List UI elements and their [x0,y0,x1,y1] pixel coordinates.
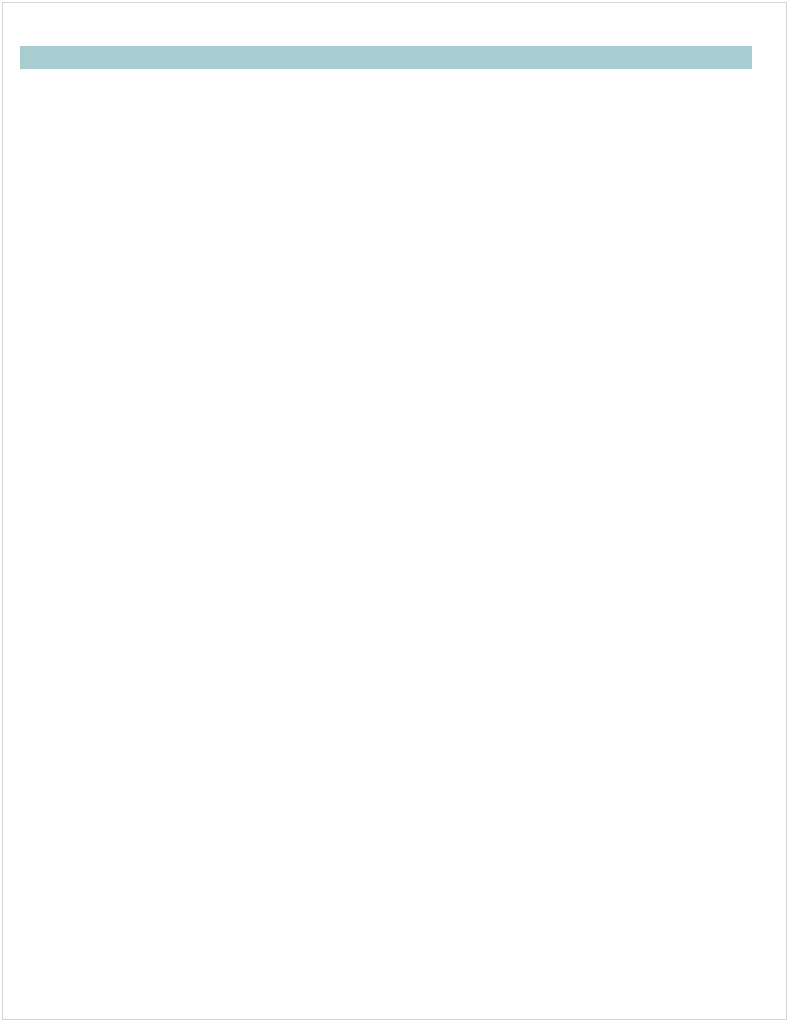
chiavari-pads-header-row [20,46,752,69]
page-border [2,2,787,1020]
rental-list [20,46,752,69]
section-header-chair-pads [404,46,752,69]
section-header-chiavari [20,46,404,69]
